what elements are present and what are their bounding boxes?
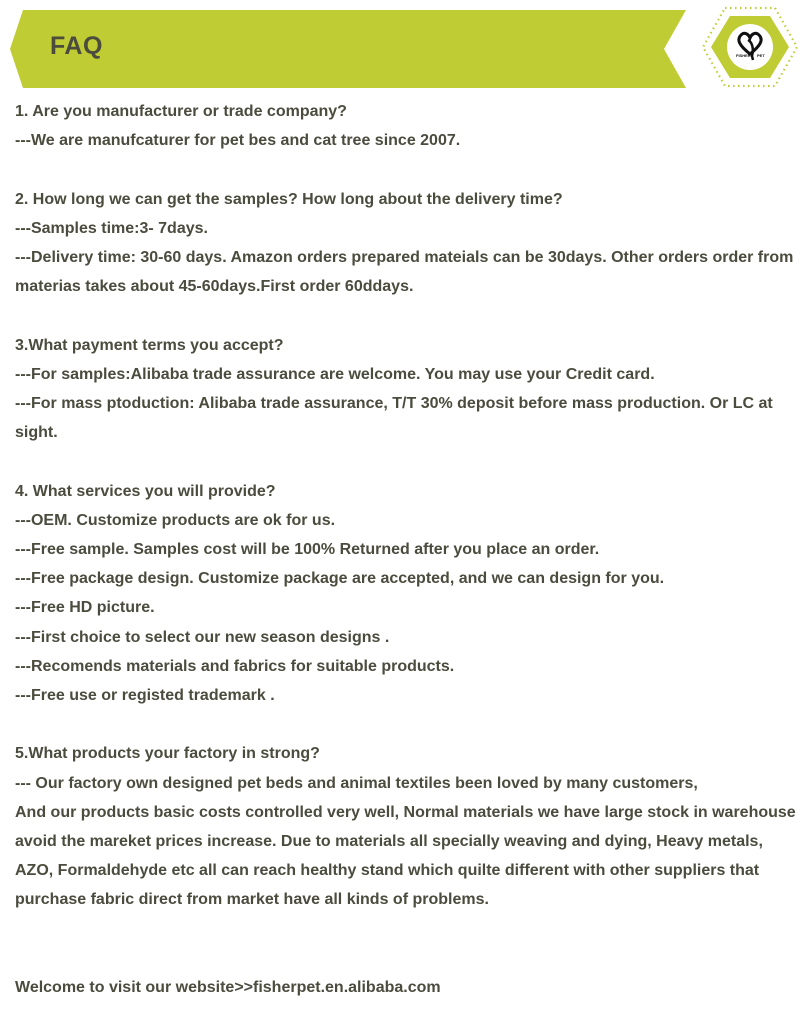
faq-item-4 xyxy=(15,477,799,711)
faq-answer: And our products basic costs controlled very well, Normal materials we have large stock in warehouse avoid the mareket prices increase. Due to materials all specially weaving and dying, Heavy metals, AZO, Formaldehyde etc all can reach healthy stand which quilte different with other suppliers that purchase fabric direct from market have all kinds of problems. xyxy=(15,803,796,909)
faq-answer: ---Samples time:3- 7days. xyxy=(15,219,208,237)
faq-answer: ---Recomends materials and fabrics for suitable products. xyxy=(15,657,455,675)
spacer xyxy=(15,710,799,739)
faq-item-5 xyxy=(15,739,799,914)
faq-answer: ---Delivery time: 30-60 days. Amazon orders prepared mateials can be 30days. Other orders order from materias takes about 45-60days.First order 60ddays. xyxy=(15,249,794,296)
website-footer: Welcome to visit our website>>fisherpet.en.alibaba.com xyxy=(15,978,441,996)
faq-question: 5.What products your factory in strong? xyxy=(15,745,320,763)
svg-text:FISHER: FISHER xyxy=(736,53,751,58)
faq-answer: ---OEM. Customize products are ok for us. xyxy=(15,511,336,529)
faq-answer: ---For samples:Alibaba trade assurance are welcome. You may use your Credit card. xyxy=(15,365,655,383)
faq-answer: ---First choice to select our new season designs . xyxy=(15,628,390,646)
faq-question: 3.What payment terms you accept? xyxy=(15,336,284,354)
spacer xyxy=(15,915,799,973)
page-title: FAQ xyxy=(50,32,103,60)
faq-header xyxy=(0,0,804,96)
faq-question: 2. How long we can get the samples? How long about the delivery time? xyxy=(15,190,563,208)
svg-text:PET: PET xyxy=(757,53,765,58)
faq-answer: ---Free use or registed trademark . xyxy=(15,687,275,705)
faq-answer: ---For mass ptoduction: Alibaba trade assurance, T/T 30% deposit before mass production. Or LC at sight. xyxy=(15,395,773,442)
faq-answer: ---Free package design. Customize package are accepted, and we can design for you. xyxy=(15,570,665,588)
faq-item-2 xyxy=(15,185,799,302)
header-banner xyxy=(0,0,700,96)
faq-question: 1. Are you manufacturer or trade company? xyxy=(15,103,347,120)
faq-answer: ---Free sample. Samples cost will be 100% Returned after you place an order. xyxy=(15,541,600,558)
spacer xyxy=(15,155,799,184)
faq-item-1 xyxy=(15,97,799,155)
faq-answer: ---We are manufcaturer for pet bes and cat tree since 2007. xyxy=(15,132,461,150)
fisher-pet-logo-icon xyxy=(700,4,800,90)
spacer xyxy=(15,447,799,476)
faq-answer: --- Our factory own designed pet beds and animal textiles been loved by many customers, xyxy=(15,774,698,792)
faq-item-3 xyxy=(15,331,799,448)
faq-answer: ---Free HD picture. xyxy=(15,599,155,617)
faq-content xyxy=(15,97,799,1002)
spacer xyxy=(15,301,799,330)
faq-question: 4. What services you will provide? xyxy=(15,482,276,500)
